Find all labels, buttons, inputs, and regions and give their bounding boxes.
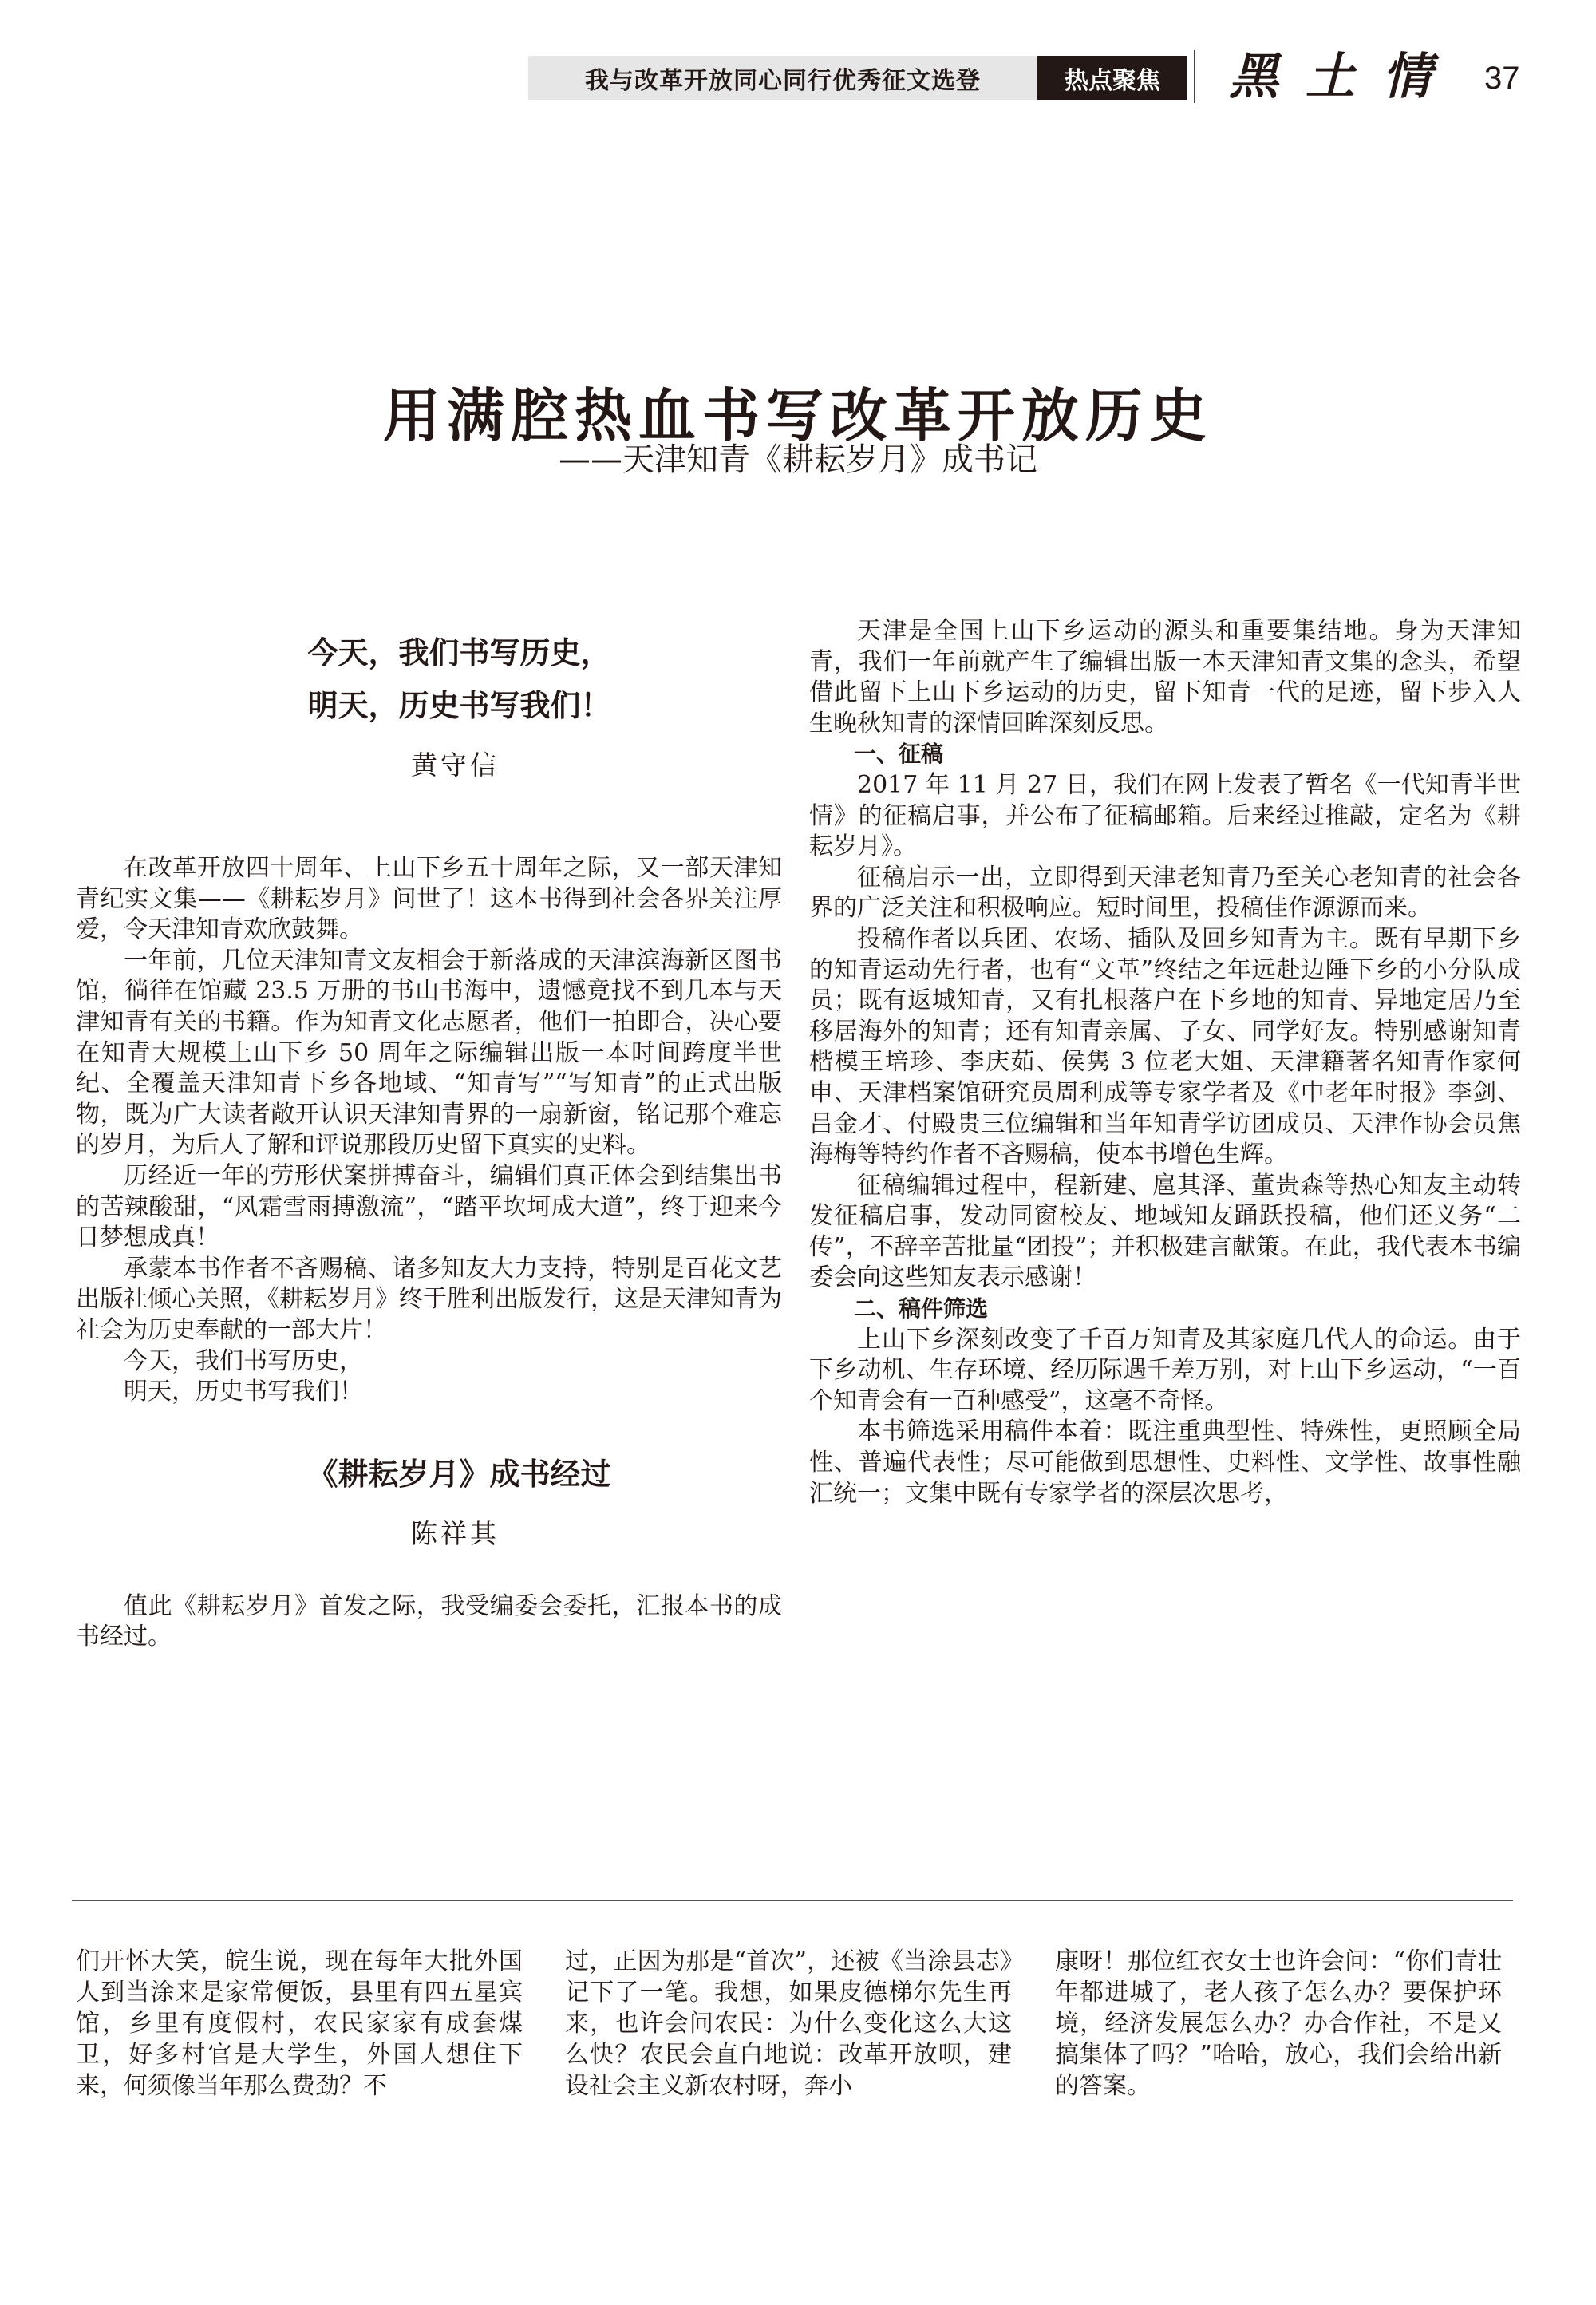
section-tag: 热点聚焦 [1037, 56, 1187, 100]
essay1-closing-line2: 明天，历史书写我们！ [124, 1378, 363, 1406]
section1-heading: 一、征稿 [854, 741, 944, 768]
essay1-paragraph: 历经近一年的劳形伏案拼搏奋斗，编辑们真正体会到结集出书的苦辣酸甜，“风霜雪雨搏激流”，“踏平坎坷成大道”，终于迎来今日梦想成真！ [76, 1161, 782, 1252]
section-divider-rule [72, 1900, 1513, 1901]
section1-paragraph: 征稿编辑过程中，程新建、扈其泽、董贵森等热心知友主动转发征稿启事，发动同窗校友、地域知友踊跃投稿，他们还义务“二传”，不辞辛苦批量“团投”；并积极建言献策。在此，我代表本书编委会向这些知友表示感谢！ [809, 1171, 1521, 1292]
essay1-heading-line2: 明天，历史书写我们！ [307, 688, 611, 723]
essay1-heading-line1: 今天，我们书写历史， [307, 635, 611, 670]
page-number: 37 [1484, 61, 1520, 96]
header-divider [1194, 50, 1195, 103]
section2-paragraph: 上山下乡深刻改变了千百万知青及其家庭几代人的命运。由于下乡动机、生存环境、经历际遇千差万别，对上山下乡运动，“一百个知青会有一百种感受”，这毫不奇怪。 [809, 1325, 1521, 1415]
section1-paragraph: 2017 年 11 月 27 日，我们在网上发表了暂名《一代知青半世情》的征稿启事，并公布了征稿邮箱。后来经过推敲，定名为《耕耘岁月》。 [809, 770, 1521, 861]
essay1-paragraph: 一年前，几位天津知青文友相会于新落成的天津滨海新区图书馆，徜徉在馆藏 23.5 万册的书山书海中，遗憾竟找不到几本与天津知青有关的书籍。作为知青文化志愿者，他们一拍即合，决心要在知青大规模上山下乡 50 周年之际编辑出版一本时间跨度半世纪、全覆盖天津知青下乡各地域、“知青写”“写知青”的正式出版物，既为广大读者敞开认识天津知青界的一扇新窗，铭记那个难忘的岁月，为后人了解和评说那段历史留下真实的史料。 [76, 946, 782, 1160]
essay1-paragraph: 承蒙本书作者不吝赐稿、诸多知友大力支持，特别是百花文艺出版社倾心关照，《耕耘岁月》终于胜利出版发行，这是天津知青为社会为历史奉献的一部大片！ [76, 1254, 782, 1344]
intro-paragraph: 天津是全国上山下乡运动的源头和重要集结地。身为天津知青，我们一年前就产生了编辑出版一本天津知青文集的念头，希望借此留下上山下乡运动的历史，留下知青一代的足迹，留下步入人生晚秋知青的深情回眸深刻反思。 [809, 617, 1521, 737]
series-label: 我与改革开放同心同行优秀征文选登 [528, 56, 1037, 100]
continuation-column-1 [76, 1946, 523, 2101]
essay1-closing-line1: 今天，我们书写历史， [124, 1346, 363, 1375]
article-subtitle: ——天津知青《耕耘岁月》成书记 [559, 441, 1037, 478]
continuation-text: 过，正因为那是“首次”，还被《当涂县志》记下了一笔。我想，如果皮德梯尔先生再来，也许会问农民：为什么变化这么大这么快？农民会直白地说：改革开放呗，建设社会主义新农村呀，奔小 [565, 1947, 1012, 2100]
continuation-column-2 [565, 1946, 1012, 2101]
essay2-paragraph: 值此《耕耘岁月》首发之际，我受编委会委托，汇报本书的成书经过。 [76, 1591, 782, 1651]
essay1-paragraph: 在改革开放四十周年、上山下乡五十周年之际，又一部天津知青纪实文集——《耕耘岁月》问世了！这本书得到社会各界关注厚爱，令天津知青欢欣鼓舞。 [76, 854, 782, 944]
right-column [809, 616, 1521, 1509]
essay2-author: 陈祥其 [411, 1517, 500, 1549]
section2-paragraph: 本书筛选采用稿件本着：既注重典型性、特殊性，更照顾全局性、普遍代表性；尽可能做到思想性、史料性、文学性、故事性融汇统一；文集中既有专家学者的深层次思考， [809, 1417, 1521, 1508]
essay1-author: 黄守信 [411, 749, 500, 781]
section1-paragraph: 征稿启示一出，立即得到天津老知青乃至关心老知青的社会各界的广泛关注和积极响应。短时间里，投稿佳作源源而来。 [809, 863, 1521, 923]
continuation-text: 们开怀大笑，皖生说，现在每年大批外国人到当涂来是家常便饭，县里有四五星宾馆，乡里有度假村，农民家家有成套煤卫，好多村官是大学生，外国人想住下来，何须像当年那么费劲？不 [76, 1947, 523, 2100]
left-column [76, 627, 782, 1653]
continuation-column-3 [1055, 1946, 1502, 2101]
essay2-heading: 《耕耘岁月》成书经过 [307, 1456, 611, 1492]
section1-paragraph: 投稿作者以兵团、农场、插队及回乡知青为主。既有早期下乡的知青运动先行者，也有“文革”终结之年远赴边陲下乡的小分队成员；既有返城知青，又有扎根落户在下乡地的知青、异地定居乃至移居海外的知青；还有知青亲属、子女、同学好友。特别感谢知青楷模王培珍、李庆茹、侯隽 3 位老大姐、天津籍著名知青作家何申、天津档案馆研究员周利成等专家学者及《中老年时报》李剑、吕金才、付殿贵三位编辑和当年知青学访团成员、天津作协会员焦海梅等特约作者不吝赐稿，使本书增色生辉。 [809, 924, 1521, 1169]
section2-heading: 二、稿件筛选 [854, 1295, 989, 1323]
continuation-text: 康呀！那位红衣女士也许会问：“你们青壮年都进城了，老人孩子怎么办？要保护环境，经济发展怎么办？办合作社，不是又搞集体了吗？”哈哈，放心，我们会给出新的答案。 [1055, 1947, 1502, 2100]
magazine-logo: 黑土情 [1229, 47, 1460, 105]
article-title: 用满腔热血书写改革开放历史 [382, 382, 1213, 450]
